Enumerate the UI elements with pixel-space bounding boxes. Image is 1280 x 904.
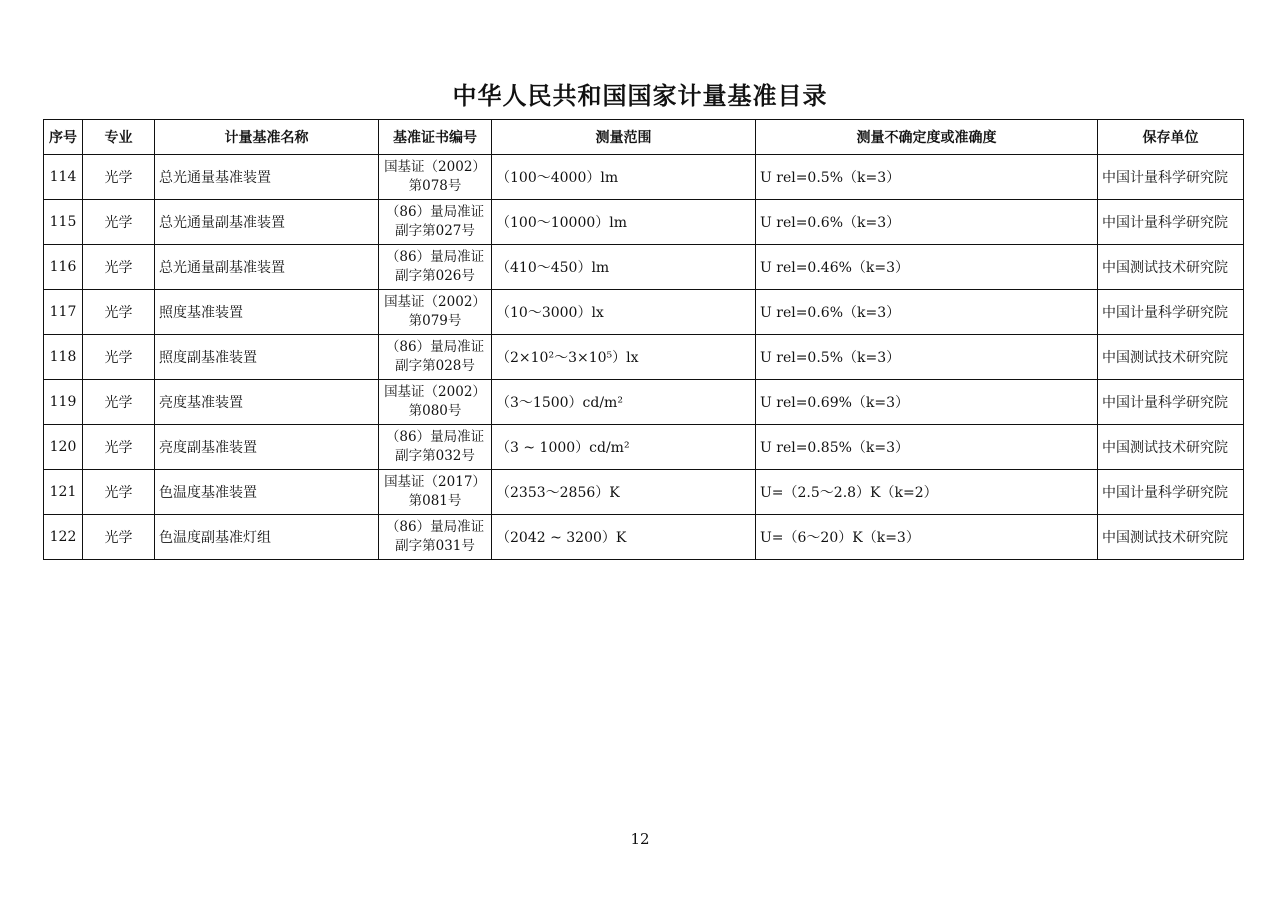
field-cell: 光学: [83, 335, 155, 380]
row-number: 120: [44, 425, 83, 470]
custodian-unit: 中国计量科学研究院: [1098, 200, 1244, 245]
measurement-range: （3～1500）cd/m²: [492, 380, 756, 425]
certificate-number: （86）量局准证 副字第032号: [379, 425, 492, 470]
field-cell: 光学: [83, 515, 155, 560]
standard-name: 照度副基准装置: [155, 335, 379, 380]
row-number: 114: [44, 155, 83, 200]
certificate-number: 国基证（2017） 第081号: [379, 470, 492, 515]
uncertainty: U rel=0.5%（k=3）: [756, 155, 1098, 200]
standard-name: 亮度副基准装置: [155, 425, 379, 470]
measurement-range: （100～4000）lm: [492, 155, 756, 200]
certificate-number: （86）量局准证 副字第026号: [379, 245, 492, 290]
certificate-number: （86）量局准证 副字第031号: [379, 515, 492, 560]
measurement-range: （3 ~ 1000）cd/m²: [492, 425, 756, 470]
header-cell: 专业: [83, 120, 155, 155]
certificate-number: 国基证（2002） 第080号: [379, 380, 492, 425]
table-row: [44, 515, 1244, 560]
measurement-range: （410～450）lm: [492, 245, 756, 290]
standard-name: 色温度副基准灯组: [155, 515, 379, 560]
measurement-range: （10～3000）lx: [492, 290, 756, 335]
uncertainty: U rel=0.69%（k=3）: [756, 380, 1098, 425]
custodian-unit: 中国计量科学研究院: [1098, 380, 1244, 425]
field-cell: 光学: [83, 470, 155, 515]
measurement-range: （2×10²～3×10⁵）lx: [492, 335, 756, 380]
header-cell: 测量不确定度或准确度: [756, 120, 1098, 155]
custodian-unit: 中国测试技术研究院: [1098, 245, 1244, 290]
uncertainty: U rel=0.5%（k=3）: [756, 335, 1098, 380]
custodian-unit: 中国计量科学研究院: [1098, 470, 1244, 515]
custodian-unit: 中国计量科学研究院: [1098, 155, 1244, 200]
standard-name: 总光通量副基准装置: [155, 245, 379, 290]
standard-name: 照度基准装置: [155, 290, 379, 335]
certificate-number: （86）量局准证 副字第028号: [379, 335, 492, 380]
row-number: 115: [44, 200, 83, 245]
custodian-unit: 中国测试技术研究院: [1098, 515, 1244, 560]
certificate-number: 国基证（2002） 第078号: [379, 155, 492, 200]
uncertainty: U rel=0.6%（k=3）: [756, 290, 1098, 335]
row-number: 122: [44, 515, 83, 560]
table-row: [44, 290, 1244, 335]
measurement-range: （2042 ~ 3200）K: [492, 515, 756, 560]
custodian-unit: 中国计量科学研究院: [1098, 290, 1244, 335]
uncertainty: U=（2.5～2.8）K（k=2）: [756, 470, 1098, 515]
row-number: 119: [44, 380, 83, 425]
standard-name: 总光通量基准装置: [155, 155, 379, 200]
measurement-range: （100～10000）lm: [492, 200, 756, 245]
page-title: 中华人民共和国国家计量基准目录: [452, 82, 828, 110]
uncertainty: U rel=0.6%（k=3）: [756, 200, 1098, 245]
page-number: 12: [630, 830, 650, 848]
standard-name: 亮度基准装置: [155, 380, 379, 425]
measurement-range: （2353～2856）K: [492, 470, 756, 515]
table-header-row: [44, 120, 1244, 155]
custodian-unit: 中国测试技术研究院: [1098, 425, 1244, 470]
standard-name: 色温度基准装置: [155, 470, 379, 515]
header-cell: 保存单位: [1098, 120, 1244, 155]
row-number: 118: [44, 335, 83, 380]
standard-name: 总光通量副基准装置: [155, 200, 379, 245]
field-cell: 光学: [83, 425, 155, 470]
header-cell: 测量范围: [492, 120, 756, 155]
row-number: 121: [44, 470, 83, 515]
field-cell: 光学: [83, 380, 155, 425]
table-row: [44, 425, 1244, 470]
certificate-number: 国基证（2002） 第079号: [379, 290, 492, 335]
row-number: 116: [44, 245, 83, 290]
table-row: [44, 155, 1244, 200]
row-number: 117: [44, 290, 83, 335]
table-row: [44, 380, 1244, 425]
uncertainty: U=（6～20）K（k=3）: [756, 515, 1098, 560]
certificate-number: （86）量局准证 副字第027号: [379, 200, 492, 245]
uncertainty: U rel=0.46%（k=3）: [756, 245, 1098, 290]
table-row: [44, 470, 1244, 515]
custodian-unit: 中国测试技术研究院: [1098, 335, 1244, 380]
uncertainty: U rel=0.85%（k=3）: [756, 425, 1098, 470]
field-cell: 光学: [83, 200, 155, 245]
field-cell: 光学: [83, 155, 155, 200]
table-row: [44, 245, 1244, 290]
table-row: [44, 335, 1244, 380]
table-row: [44, 200, 1244, 245]
field-cell: 光学: [83, 245, 155, 290]
header-cell: 基准证书编号: [379, 120, 492, 155]
field-cell: 光学: [83, 290, 155, 335]
header-cell: 序号: [44, 120, 83, 155]
standards-table: [43, 119, 1244, 560]
header-cell: 计量基准名称: [155, 120, 379, 155]
